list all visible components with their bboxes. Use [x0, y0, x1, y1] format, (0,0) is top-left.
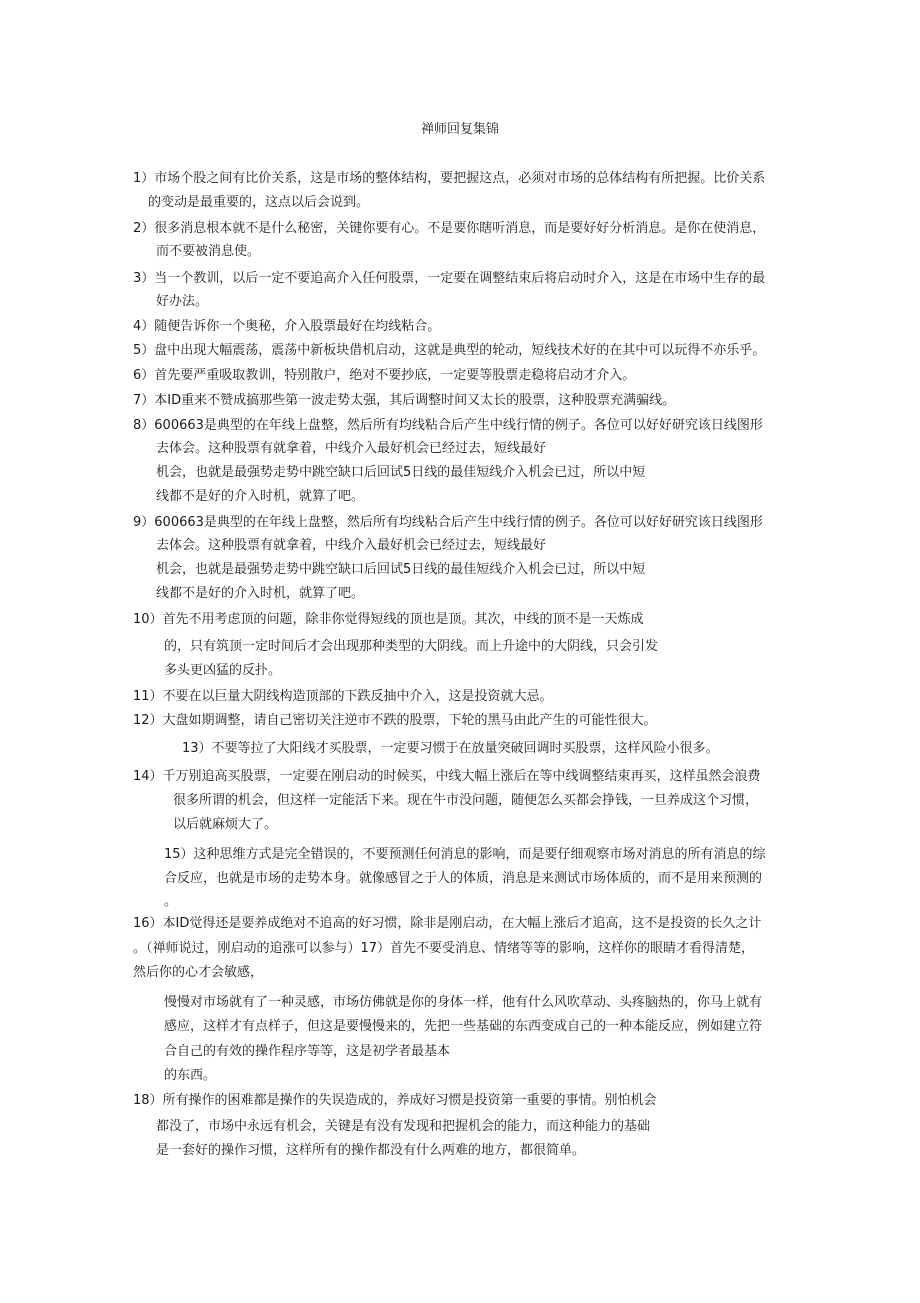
text-line: 合反应，也就是市场的走势本身。就像感冒之于人的体质，消息是来测试市场体质的，而不是用来预测的 [164, 871, 763, 886]
text-line: 15）这种思维方式是完全错误的，不要预测任何消息的影响，而是要仔细观察市场对消息的所有消息的综 [164, 847, 766, 862]
text-line: 。（禅师说过，刚启动的追涨可以参与）17）首先不要受消息、情绪等等的影响，这样你的眼睛才看得清楚， [133, 941, 755, 956]
text-line: 13）不要等拉了大阳线才买股票，一定要习惯于在放量突破回调时买股票，这样风险小很多。 [182, 741, 719, 756]
text-line: 。 [164, 894, 178, 909]
text-line: 16）本ID觉得还是要养成绝对不追高的好习惯，除非是刚启动，在大幅上涨后才追高，这不是投资的长久之计 [133, 916, 762, 931]
text-line: 然后你的心才会敏感， [133, 965, 264, 980]
text-line: 10）首先不用考虑顶的问题，除非你觉得短线的顶也是顶。其次，中线的顶不是一天炼成 [133, 612, 644, 627]
text-line: 是一套好的操作习惯，这样所有的操作都没有什么两难的地方，都很简单。 [156, 1143, 586, 1158]
text-line: 2）很多消息根本就不是什么秘密，关键你要有心。不是要你瞎听消息，而是要好好分析消息。是你在使消息， [133, 221, 766, 236]
text-line: 机会，也就是最强势走势中跳空缺口后回试5日线的最佳短线介入机会已过，所以中短 [156, 562, 646, 577]
text-line: 而不要被消息使。 [156, 244, 261, 259]
text-line: 5）盘中出现大幅震荡，震荡中新板块借机启动，这就是典型的轮动，短线技术好的在其中可以玩得不亦乐乎。 [133, 343, 766, 358]
text-line: 以后就麻烦大了。 [173, 817, 278, 832]
text-line: 都没了，市场中永远有机会，关键是有没有发现和把握机会的能力，而这种能力的基础 [156, 1119, 651, 1134]
text-line: 的变动是最重要的，这点以后会说到。 [148, 195, 370, 210]
text-line: 去体会。这种股票有就拿着，中线介入最好机会已经过去，短线最好 [156, 441, 547, 456]
text-line: 多头更凶猛的反扑。 [164, 663, 282, 678]
text-line: 去体会。这种股票有就拿着，中线介入最好机会已经过去，短线最好 [156, 538, 547, 553]
text-line: 线都不是好的介入时机，就算了吧。 [156, 489, 365, 504]
text-line: 好办法。 [156, 294, 209, 309]
text-line: 的东西。 [164, 1068, 217, 1083]
text-line: 14）千万别追高买股票，一定要在刚启动的时候买，中线大幅上涨后在等中线调整结束再买，这样虽然会浪费 [133, 769, 761, 784]
text-line: 3）当一个教训，以后一定不要追高介入任何股票，一定要在调整结束后将启动时介入，这是在市场中生存的最 [133, 271, 766, 286]
text-line: 机会，也就是最强势走势中跳空缺口后回试5日线的最佳短线介入机会已过，所以中短 [156, 465, 646, 480]
text-line: 的，只有筑顶一定时间后才会出现那种类型的大阴线。而上升途中的大阴线，只会引发 [164, 639, 659, 654]
document-title: 禅师回复集锦 [420, 122, 499, 137]
text-line: 6）首先要严重吸取教训，特别散户，绝对不要抄底，一定要等股票走稳将启动才介入。 [133, 368, 636, 383]
text-line: 感应，这样才有点样子，但这是要慢慢来的，先把一些基础的东西变成自己的一种本能反应，例如建立符 [164, 1019, 763, 1034]
text-line: 合自己的有效的操作程序等等，这是初学者最基本 [164, 1044, 451, 1059]
text-line: 9）600663是典型的在年线上盘整，然后所有均线粘合后产生中线行情的例子。各位可以好好研究该日线图形 [133, 515, 763, 530]
text-line: 11）不要在以巨量大阴线构造顶部的下跌反抽中介入，这是投资就大忌。 [133, 689, 553, 704]
text-line: 4）随便告诉你一个奥秘，介入股票最好在均线粘合。 [133, 319, 441, 334]
text-line: 18）所有操作的困难都是操作的失误造成的，养成好习惯是投资第一重要的事情。别怕机会 [133, 1093, 657, 1108]
text-line: 12）大盘如期调整，请自己密切关注逆市不跌的股票，下轮的黑马由此产生的可能性很大。 [133, 713, 657, 728]
text-line: 线都不是好的介入时机，就算了吧。 [156, 586, 365, 601]
text-line: 1）市场个股之间有比价关系，这是市场的整体结构，要把握这点，必须对市场的总体结构有所把握。比价关系 [133, 171, 766, 186]
text-line: 7）本ID重来不赞成搞那些第一波走势太强，其后调整时间又太长的股票，这种股票充满骗线。 [133, 393, 676, 408]
text-line: 很多所谓的机会，但这样一定能活下来。现在牛市没问题，随便怎么买都会挣钱，一旦养成这个习惯， [173, 793, 759, 808]
text-line: 慢慢对市场就有了一种灵感，市场仿佛就是你的身体一样，他有什么风吹草动、头疼脑热的，你马上就有 [164, 995, 763, 1010]
text-line: 8）600663是典型的在年线上盘整，然后所有均线粘合后产生中线行情的例子。各位可以好好研究该日线图形 [133, 418, 763, 433]
